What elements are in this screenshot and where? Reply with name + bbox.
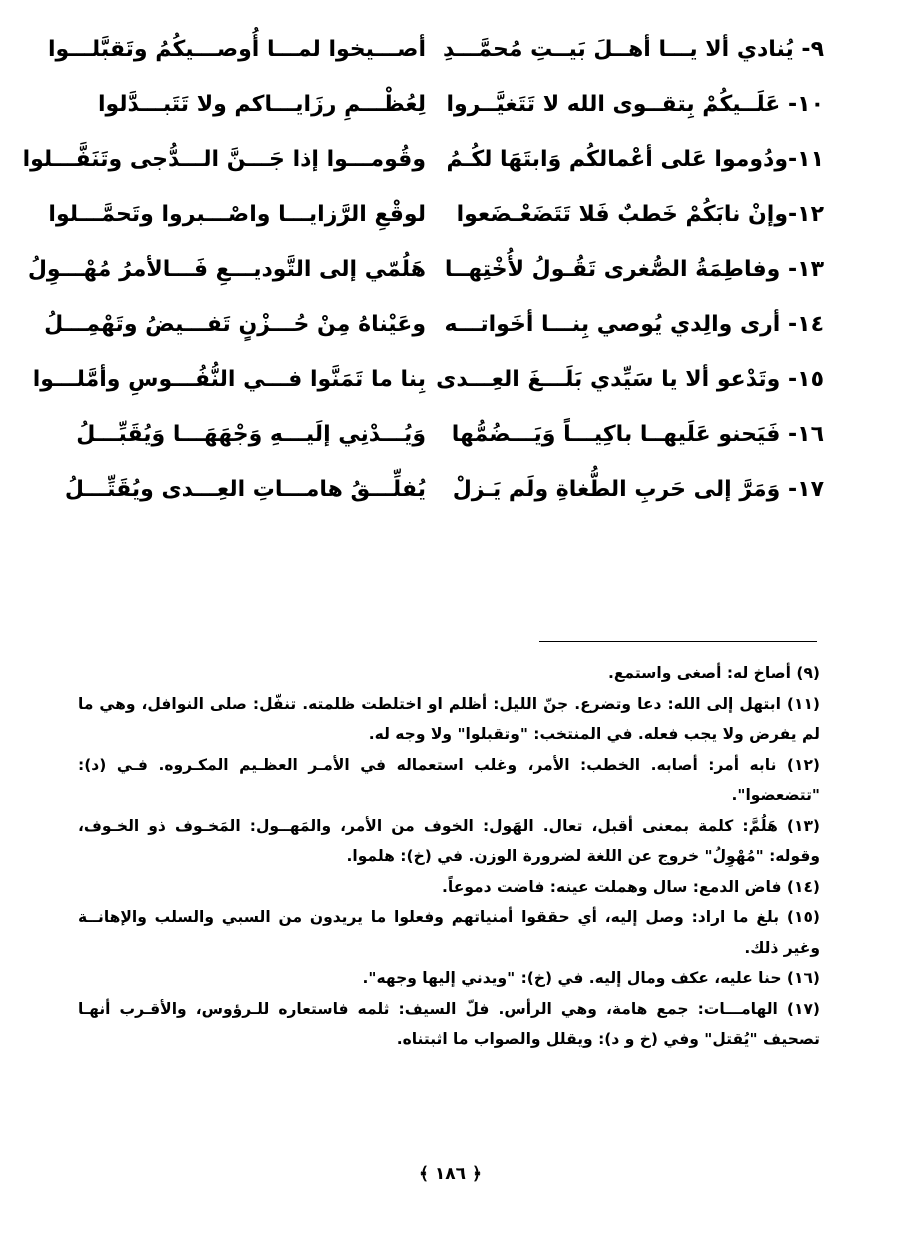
verse-first-hemistich: ١٦- فَيَحنو عَلَيهــا باكِيـــاً وَيَـــضُمُّها (451, 422, 824, 447)
verse-first-hemistich: ١٣- وفاطِمَةُ الصُّغرى تَقُـولُ لأُخْتِهــا (444, 257, 824, 282)
verse-second-hemistich: وقُومـــوا إذا جَـــنَّ الـــدُّجى وتَنَفَّـــلوا (22, 147, 426, 172)
footnote: (٩) أصاخ له: أصغى واستمع. (607, 664, 820, 682)
verse-first-hemistich: ١٤- أرى والِدي يُوصي بِنـــا أخَواتـــه (444, 312, 824, 337)
footnote: (١٧) الهامـــات: جمع هامة، وهي الرأس. فلّ السيف: ثلمه فاستعاره للـرؤوس، والأقـرب أنهـا تصحيف "يُقتل" وفي (خ و د): ويقلل والصواب ما اثبتناه. (78, 999, 820, 1048)
verse (48, 187, 824, 242)
verse-second-hemistich: لوقْعِ الرَّزايـــا واصْـــبروا وتَحمَّـــلوا (48, 202, 426, 227)
verse (27, 242, 824, 297)
verse (64, 462, 824, 517)
verse-first-hemistich: ١٧- وَمَرَّ إلى حَربِ الطُّغاةِ ولَم يَـزلْ (452, 477, 824, 502)
verse-second-hemistich: هَلُمّي إلى التَّوديـــعِ فَـــالأمرُ مُهْـــوِلُ (27, 257, 426, 282)
page-number: ﴿ ١٨٦ ﴾ (419, 1164, 482, 1184)
verse-second-hemistich: بِنا ما تَمَنَّوا فـــي النُّفُـــوسِ وأمَّلـــوا (32, 367, 426, 392)
verse-second-hemistich: وعَيْناهُ مِنْ حُـــزْنٍ تَفـــيضُ وتَهْمِـــلُ (44, 312, 426, 337)
verse (76, 77, 824, 132)
verse-second-hemistich: أصـــيخوا لمـــا أُوصـــيكُمُ وتَقبَّلـــوا (47, 37, 426, 62)
footnote: (١٥) بلغ ما اراد: وصل إليه، أي حققوا أمنياتهم وفعلوا ما يريدون من السبي والسلب والإهانــة وغير ذلك. (78, 908, 820, 957)
verse-second-hemistich: لِعُظْـــمِ رزَايـــاكم ولا تَتَبـــدَّلوا (97, 92, 426, 117)
verse-first-hemistich: ١١-ودُوموا عَلى أعْمالكُم وَابتَهَا لكُـمُ (446, 147, 824, 172)
footnote: (١٦) حنا عليه، عكف ومال إليه. في (خ): "ويدني إليها وجهه". (362, 969, 820, 987)
verse (47, 22, 824, 77)
verse (44, 297, 824, 352)
footnote: (١٢) نابه أمر: أصابه. الخطب: الأمر، وغلب استعماله في الأمـر العظـيم المكـروه. فـي (د): "تتضعضوا". (78, 755, 820, 804)
verse-first-hemistich: ١٢-وإنْ نابَكُمْ خَطبٌ فَلا تَتَضَعْـضَعوا (456, 202, 824, 227)
verse-second-hemistich: يُفلِّـــقُ هامـــاتِ العِـــدى ويُقَتِّـــلُ (64, 477, 426, 502)
footnote: (١٤) فاض الدمع: سال وهملت عينه: فاضت دموعاً. (442, 877, 820, 896)
poem (22, 22, 824, 517)
verse-first-hemistich: ٩- يُنادي ألا يـــا أهــلَ بَيــتِ مُحمَّـــدِ (442, 37, 824, 62)
verse (22, 132, 824, 187)
verse (76, 407, 824, 462)
verse-first-hemistich: ١٠- عَلَــيكُمْ بِتقــوى الله لا تَتَغيَّــروا (446, 92, 824, 117)
verse-first-hemistich: ١٥- وتَدْعو ألا يا سَيِّدي بَلَـــغَ العِـــدى (436, 367, 824, 392)
verse-second-hemistich: وَيُـــدْنِي إلَيـــهِ وَجْهَهَـــا وَيُقَبِّـــلُ (76, 422, 426, 447)
footnotes (78, 658, 820, 1055)
verse (32, 352, 824, 407)
footnote: (١١) ابتهل إلى الله: دعا وتضرع. جنّ الليل: أظلم او اختلطت ظلمته. تنفّل: صلى النوافل، وهي ما لم يفرض ولا يجب فعله. في المنتخب: "وتقبلوا" ولا وجه له. (78, 694, 820, 743)
footnote-divider (539, 641, 817, 642)
footnote: (١٣) هَلُمَّ: كلمة بمعنى أقبل، تعال. الهَول: الخوف من الأمر، والمَهــول: المَخـوف ذو الخـوف، وقوله: "مُهْوِلُ" خروج عن اللغة لضرورة الوزن. في (خ): هلموا. (78, 816, 820, 865)
